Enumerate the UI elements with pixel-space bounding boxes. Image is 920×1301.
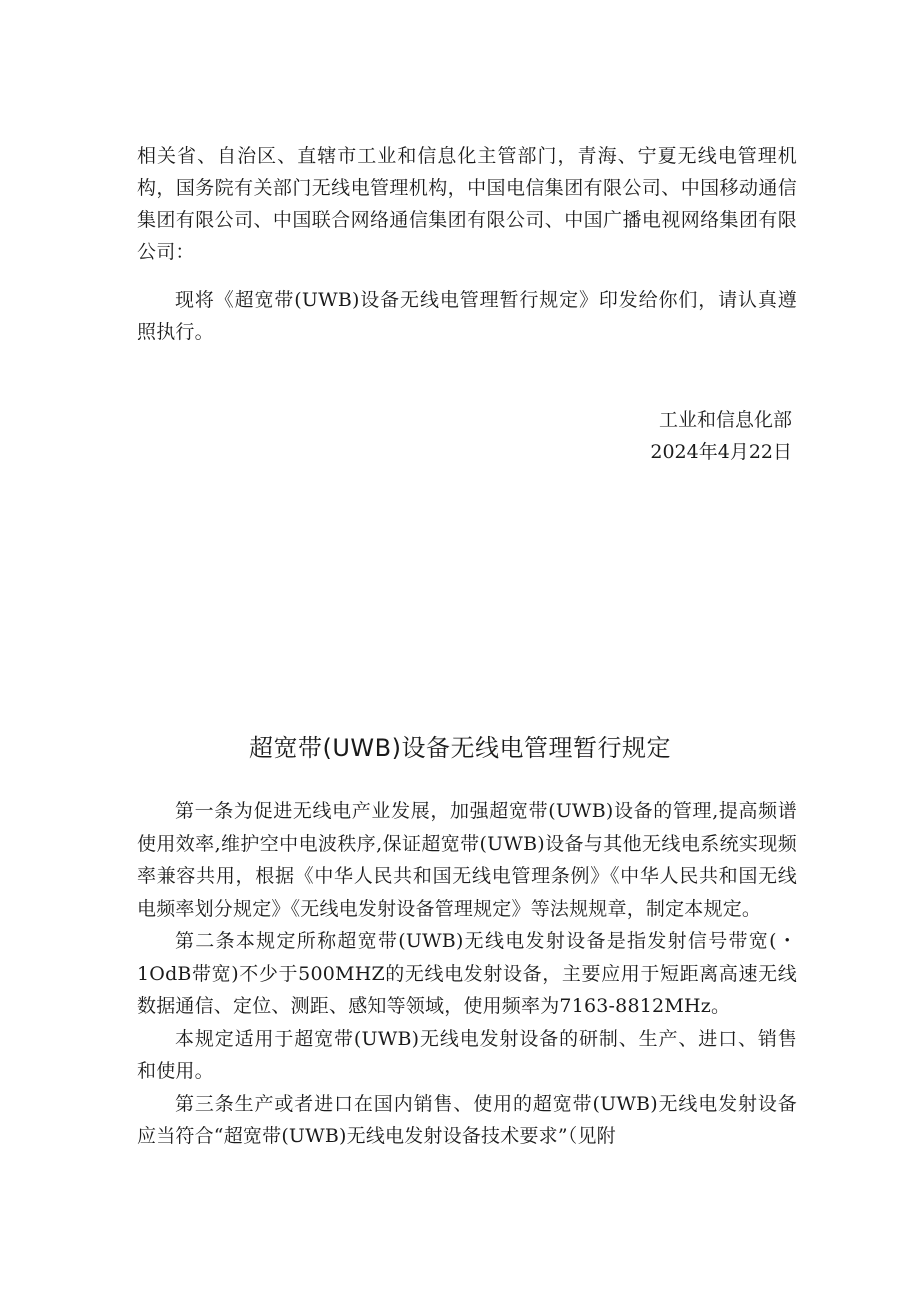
- signature-org: 工业和信息化部: [658, 409, 792, 431]
- article-paragraph: 第二条本规定所称超宽带(UWB)无线电发射设备是指发射信号带宽(・1OdB带宽)不少于500MHZ的无线电发射设备，主要应用于短距离高速无线数据通信、定位、测距、感知等领域，使用频率为7163-8812MHz。: [137, 930, 797, 1017]
- addressee-block: [137, 140, 797, 268]
- article-paragraph: 第一条为促进无线电产业发展，加强超宽带(UWB)设备的管理,提高频谱使用效率,维护空中电波秩序,保证超宽带(UWB)设备与其他无线电系统实现频率兼容共用，根据《中华人民共和国无线电管理条例》《中华人民共和国无线电频率划分规定》《无线电发射设备管理规定》等法规规章，制定本规定。: [137, 800, 797, 920]
- article-paragraph: 第三条生产或者进口在国内销售、使用的超宽带(UWB)无线电发射设备应当符合“超宽带(UWB)无线电发射设备技术要求”（见附: [137, 1092, 797, 1147]
- intro-block: [137, 284, 797, 348]
- signature-date: 2024年4月22日: [650, 441, 792, 463]
- regulation-title: 超宽带(UWB)设备无线电管理暂行规定: [249, 734, 671, 762]
- article-paragraph: 本规定适用于超宽带(UWB)无线电发射设备的研制、生产、进口、销售和使用。: [137, 1027, 797, 1082]
- intro-text: 现将《超宽带(UWB)设备无线电管理暂行规定》印发给你们，请认真遵照执行。: [137, 289, 797, 343]
- addressee-text: 相关省、自治区、直辖市工业和信息化主管部门，青海、宁夏无线电管理机构，国务院有关部门无线电管理机构，中国电信集团有限公司、中国移动通信集团有限公司、中国联合网络通信集团有限公司、中国广播电视网络集团有限公司：: [137, 145, 797, 263]
- regulation-body: [137, 795, 797, 1153]
